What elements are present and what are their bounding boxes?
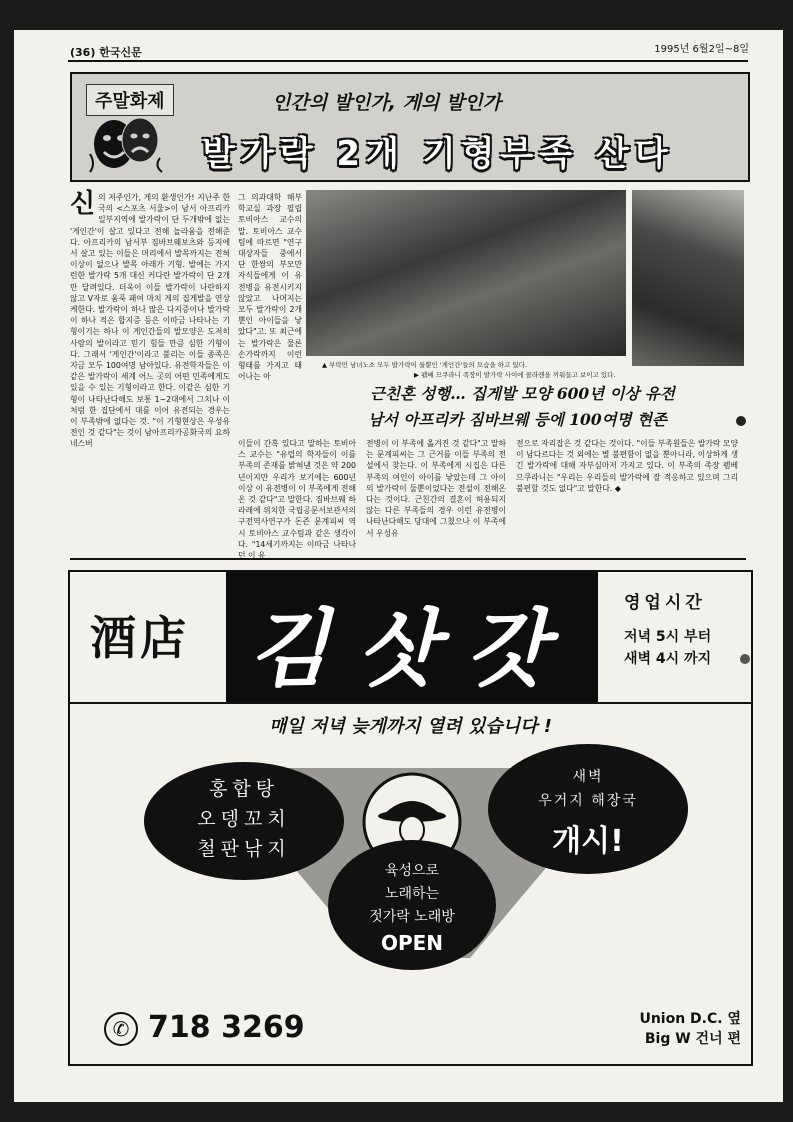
article-column-1: [70, 189, 230, 552]
phone-number-block: [104, 1010, 305, 1046]
hours-close: 새벽 4시 까지: [624, 651, 712, 667]
article-column-2: 그 의과대학 해부학교실 과장 필립 토비아스 교수의 말. 토비아스 교수팀에 따르면 "연구대상자들 중에서 단 한쌍의 부모만 자식들에게 이 유전병을 유전시키지 않았고 나머지는 모두 발가락이 2개뿐인 아이들을 낳았다"고. 또 최근에는 발가락은 물론 손가락까지 이런 형태를 가지고 태어나는 아: [238, 193, 302, 382]
business-hours: [598, 572, 751, 704]
restaurant-name-block: [226, 572, 598, 702]
restaurant-name: 김삿갓: [248, 599, 576, 698]
main-headline: 발가락 2개 기형부족 산다: [202, 134, 674, 174]
photo-caption-2: ▶ 펨베 므쿠라니 족장이 발가락 사이에 콜라캔을 끼워들고 보이고 있다.: [414, 371, 616, 379]
article-column-3: 이들이 간혹 있다고 말하는 토비아스 교수는 "유럽의 학자들이 이를 부족의 존재를 밝혀낸 것은 약 200년이지만 우리가 보기에는 600년 이상 이 유전병이 이 부족에게 전해온 것 같다"고 말한다. 짐바브웨 하라레에 위치한 국립공문서보관서의 구전역사연구가 돈즌 문계피씨 역시 토비아스 교수팀과 같은 생각이다. "14세기까지는 이따금 나타나던 이 유: [238, 439, 356, 561]
ad-label: 酒店: [90, 611, 190, 665]
menu-oval-right: [488, 744, 688, 874]
phone-number: 718 3269: [148, 1010, 305, 1045]
issue-date: 1995년 6월2일~8일: [654, 44, 749, 55]
hours-title: 영업시간: [624, 593, 706, 613]
header-rule: [68, 60, 748, 62]
drama-masks-icon: [86, 114, 166, 174]
hours-open: 저녁 5시 부터: [624, 629, 712, 645]
karaoke-line: 육성으로: [384, 863, 440, 879]
menu-oval-left: [144, 762, 344, 880]
ad-label-box: [70, 572, 228, 704]
menu-item: 오뎅꼬치: [197, 808, 291, 830]
karaoke-open: OPEN: [380, 931, 444, 955]
page-label: (36) 한국신문: [70, 46, 142, 59]
punch-hole-icon: [740, 654, 750, 664]
phone-handset-icon: ✆: [104, 1012, 138, 1046]
headline-box: [70, 72, 750, 182]
chief-portrait-photo: [632, 190, 744, 366]
karaoke-line: 젓가락 노래방: [369, 909, 455, 925]
deck-line-1: 근친혼 성행… 집게발 모양 600년 이상 유전: [370, 384, 675, 403]
drop-cap: 신: [70, 189, 96, 219]
article-column-4: 전병이 이 부족에 옮겨진 것 같다"고 말하는 문계피씨는 그 근거를 이들 부족의 전설에서 찾는다. 이 부족에게 시집은 다른 부족의 여인이 아이를 낳았는데 그 아이의 발가락이 둘뿐이었다는 전설이 전해온다는 것이다. 근친간의 결혼이 허용되지 않는 다른 부족들의 경우 이런 유전병이 나타난다해도 당대에 그쳤으나 이 부족에서 우성유: [366, 439, 506, 538]
end-mark-icon: [736, 416, 746, 426]
deck-line-2: 남서 아프리카 짐바브웨 등에 100여명 현존: [368, 410, 667, 429]
article-text: 의 저주인가, 게의 환생인가! 지난주 한국의 <스포츠 서울>이 남서 아프리카 일부지역에 발가락이 단 두개밖에 없는 '게인간'이 살고 있다고 전해 놀라움을 전해준다. 아프리카의 남서부 짐바브웨보츠와 등지에서 살고 있는 이들은 머리에서 발목까지는 전혀 이상이 없으나 발목 아래가 기형. 발에는 가지런한 발가락 5개 대신 커다란 발가락이 단 2개만 달려있다. 더욱이 이들 발가락이 나란하지 않고 V자로 움푹 패여 마치 게의 집게발을 연상케한다. 발가락이 하나 많은 다지증이나 발가락이 하나 적은 합지증 등은 이따금 나타나는 기형이기는 하나 이 게인간들의 발모양은 도저히 사람의 발이라고 믿기 힘들 만큼 심한 기형이다. 그래서 '게인간'이라고 불리는 이들 종족은 지금 모두 100여명 남아있다. 유전학자들은 이같은 발가락이 세계 어느 곳의 어떤 민족에게도 있을 수 있는 기형이라고 한다. 이같은 심한 기형이 나타난다해도 보통 1~2대에서 그치나 이처럼 한 집단에서 대를 이어 유전되는 경우는 이 부족밖에 없다는 것. "이 기형현상은 우성유전인 것 같다"는 것이 남아프리카공화국의 요하네스버: [70, 193, 230, 449]
haejang-open: 개시!: [552, 824, 624, 859]
article: [70, 186, 746, 560]
karaoke-oval: [328, 840, 496, 970]
menu-item: 철판낚지: [197, 838, 291, 860]
section-label: 주말화제: [86, 84, 174, 116]
article-column-5: 전으로 자리잡은 것 같다는 것이다. "이들 부족원들은 발가락 모양이 남다르다는 것 외에는 별 불편함이 없을 뿐아니라, 이상하게 생긴 발가락에 대해 자부심마저 가지고 있다. 이 부족의 족장 펨베 므쿠라니는 "우리는 우리들의 발가락에 잘 적응하고 있으며 그리 불편할 것도 없다"고 말한다. ◆: [516, 439, 738, 493]
karaoke-line: 노래하는: [384, 886, 440, 902]
location-line-1: Union D.C. 옆: [639, 1011, 741, 1027]
ad-tagline: 매일 저녁 늦게까지 열려 있습니다 !: [269, 716, 552, 737]
menu-item: 홍합탕: [208, 778, 280, 800]
restaurant-ad: [68, 570, 753, 1066]
photo-caption-1: ▲ 부락민 남녀노소 모두 발가락이 둘뿐인 '게인간'들의 모습을 하고 있다.: [322, 361, 528, 369]
haejang-item: 우거지 해장국: [538, 793, 638, 809]
haejang-time: 새벽: [572, 769, 604, 785]
sub-headline: 인간의 발인가, 게의 발인가: [272, 92, 501, 114]
ad-divider: [70, 702, 751, 704]
tribe-group-photo: [306, 190, 626, 356]
location-line-2: Big W 건너 편: [644, 1031, 741, 1047]
